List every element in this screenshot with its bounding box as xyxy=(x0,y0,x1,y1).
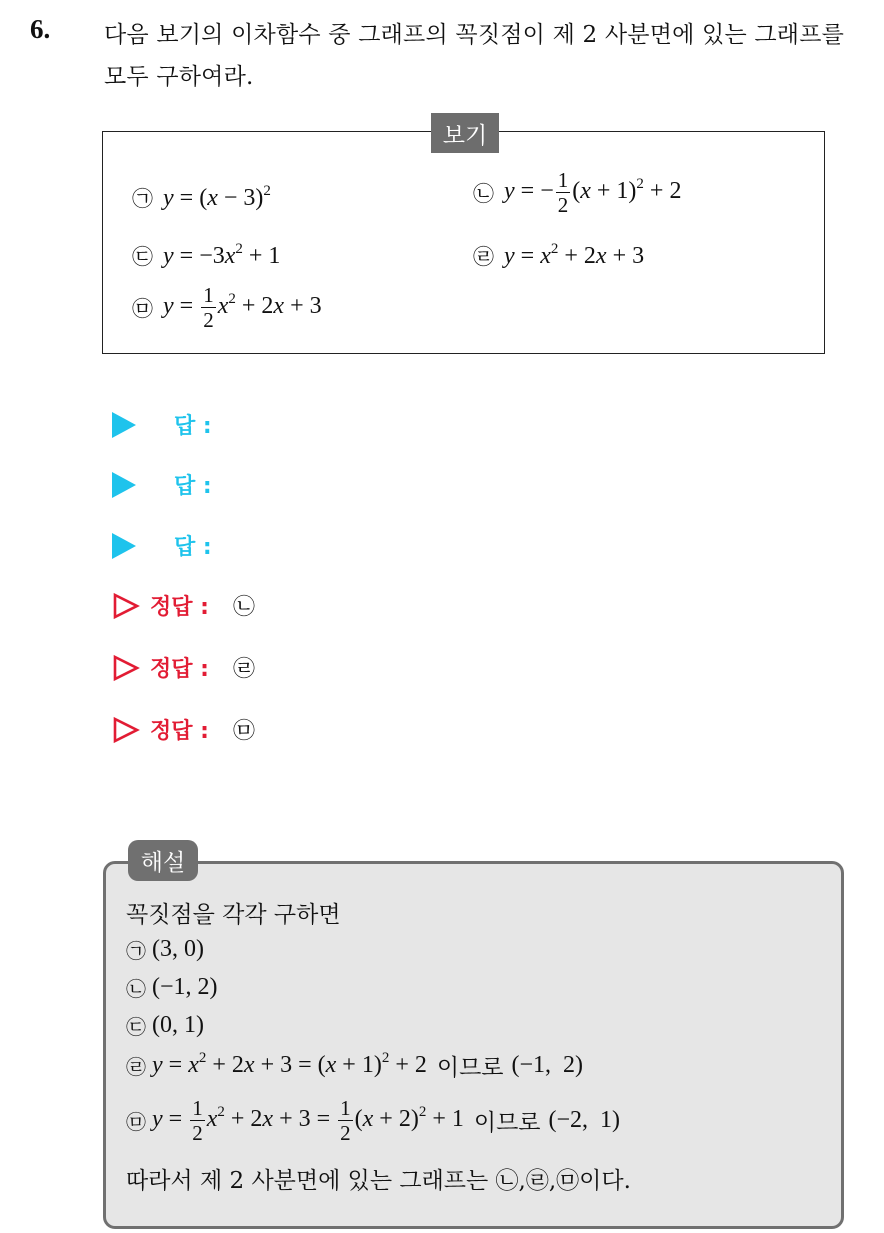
correct-value: ㉣ xyxy=(232,657,255,682)
triangle-outline-icon xyxy=(112,654,140,682)
triangle-icon xyxy=(112,472,136,498)
solution-line-1 xyxy=(126,935,204,964)
correct-label: 정답 : xyxy=(150,657,209,682)
option-2: ㉡ y = − $\frac{1}{2}$ $(x + 1)^2 + 2$ xyxy=(473,168,682,217)
solution-vertex: (3, 0) xyxy=(152,936,204,962)
correct-value: ㉤ xyxy=(232,719,255,744)
option-3: ㉢ $y = -3x^2 + 1$ xyxy=(132,240,281,269)
solution-vertex: (−1, 2) xyxy=(152,974,218,1000)
option-marker: ㉠ xyxy=(132,187,153,211)
solution-marker: ㉠ xyxy=(126,939,146,963)
option-marker: ㉢ xyxy=(132,245,153,269)
correct-answer-1 xyxy=(112,590,255,621)
answer-blank-2 xyxy=(112,469,212,500)
question-text: 다음 보기의 이차함수 중 그래프의 꼭짓점이 제 2 사분면에 있는 그래프를 모두 구하여라. xyxy=(104,22,845,90)
option-marker: ㉤ xyxy=(132,296,153,321)
solution-line-3 xyxy=(126,1011,204,1040)
option-marker: ㉣ xyxy=(473,245,494,269)
solution-intro: 꼭짓점을 각각 구하면 xyxy=(126,902,341,928)
correct-value: ㉡ xyxy=(232,595,255,620)
answer-label: 답 : xyxy=(174,474,212,499)
answer-blank-1 xyxy=(112,409,212,440)
option-4: ㉣ $y = x^2 + 2x + 3$ xyxy=(473,240,645,269)
solution-conclusion: 따라서 제 2 사분면에 있는 그래프는 ㉡,㉣,㉤이다. xyxy=(126,1168,631,1194)
solution-line-2 xyxy=(126,973,218,1002)
correct-label: 정답 : xyxy=(150,595,209,620)
solution-vertex: (0, 1) xyxy=(152,1012,204,1038)
solution-marker: ㉤ xyxy=(126,1110,146,1134)
triangle-outline-icon xyxy=(112,592,140,620)
question-number: 6. xyxy=(30,14,51,44)
correct-label: 정답 : xyxy=(150,719,209,744)
answer-label: 답 : xyxy=(174,535,212,560)
triangle-icon xyxy=(112,533,136,559)
answer-label: 답 : xyxy=(174,414,212,439)
option-marker: ㉡ xyxy=(473,181,494,206)
solution-line-5: ㉤ y = $\frac{1}{2}$ $x^2 + 2x + 3$ = $\frac{1}{2}$ $(x + 2)^2 + 1$ 이므로 (−2, 1) xyxy=(126,1096,621,1145)
correct-answer-2 xyxy=(112,652,255,683)
option-5: ㉤ y = $\frac{1}{2}$ $x^2 + 2x + 3$ xyxy=(132,283,322,332)
triangle-icon xyxy=(112,412,136,438)
option-1: ㉠ $y = (x - 3)^2$ xyxy=(132,182,271,211)
triangle-outline-icon xyxy=(112,716,140,744)
solution-title: 해설 xyxy=(128,840,198,881)
solution-marker: ㉣ xyxy=(126,1055,146,1079)
correct-answer-3 xyxy=(112,714,255,745)
solution-marker: ㉢ xyxy=(126,1015,146,1039)
answer-blank-3 xyxy=(112,530,212,561)
bogi-title: 보기 xyxy=(431,113,499,153)
solution-line-4: ㉣ $y = x^2 + 2x + 3 = (x + 1)^2 + 2$ 이므로 (−1, 2) xyxy=(126,1050,584,1081)
solution-marker: ㉡ xyxy=(126,977,146,1001)
